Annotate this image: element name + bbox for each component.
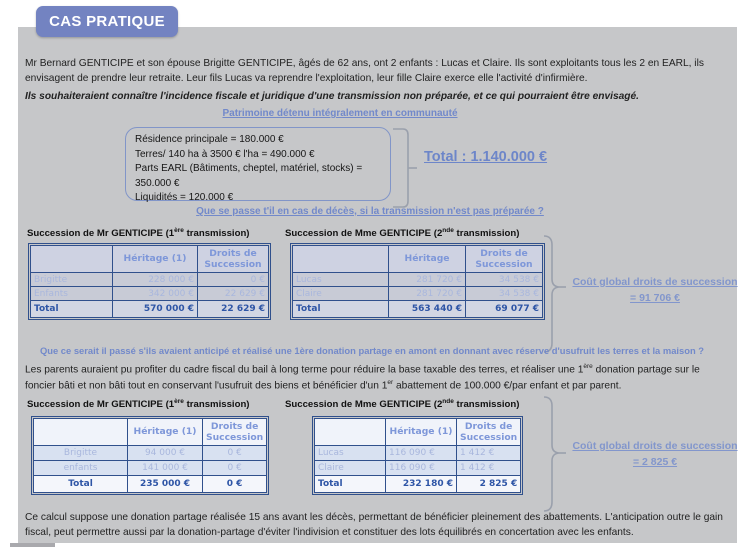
table-header-row: Héritage (1) Droits de Succession [34, 419, 267, 446]
table-header-row: Héritage (1) Droits de Succession [315, 419, 521, 446]
patrimoine-item-liquidites: Liquidités = 120.000 € [135, 192, 234, 203]
table-row: Brigitte 94 000 € 0 € [34, 446, 267, 461]
patrimoine-item-parts-earl: Parts EARL (Bâtiments, cheptel, matériel, stocks) = 350.000 € [135, 163, 363, 189]
table-total-row: Total 232 180 € 2 825 € [315, 476, 521, 493]
succession-table-mr-unprepared [30, 245, 269, 318]
table1-caption: Succession de Mr GENTICIPE (1ère transmission) [27, 227, 250, 240]
table-row: enfants 141 000 € 0 € [34, 461, 267, 476]
table-header-row: Héritage Droits de Succession [293, 246, 543, 273]
scenario2-heading: Que ce serait il passé s'ils avaient anticipé et réalisé une 1ère donation partage en amont en donnant avec réserve d'usufruit les terres et la maison ? [39, 345, 705, 356]
succession-table-mme-unprepared [292, 245, 543, 318]
table-row: Claire 281 720 € 34 538 € [293, 287, 543, 301]
scenario2-paragraph: Les parents auraient pu profiter du cadre fiscal du bail à long terme pour réduire la base taxable des terres, et réaliser une 1ère donation partage sur le foncier bâti et non bâti tout en conservant l'usufruit des biens et bénéficier d'un 1er abattement de 100.000 €/par enfant et par parent. [25, 363, 700, 392]
table3-caption: Succession de Mr GENTICIPE (1ère transmission) [27, 398, 250, 411]
table-row: Lucas 116 090 € 1 412 € [315, 446, 521, 461]
patrimoine-item-residence: Résidence principale = 180.000 € [135, 134, 284, 145]
table2-caption: Succession de Mme GENTICIPE (2nde transmission) [285, 227, 520, 240]
patrimoine-item-terres: Terres/ 140 ha à 3500 € l'ha = 490.000 € [135, 148, 315, 160]
table-total-row: Total 563 440 € 69 077 € [293, 301, 543, 318]
intro-paragraph: Mr Bernard GENTICIPE et son épouse Brigitte GENTICIPE, âgés de 62 ans, ont 2 enfants : Lucas et Claire. Ils sont exploitants tous les 2 en EARL, ils envisagent de prendre leur retraite. Leur fils Lucas va reprendre l'exploitation, leur fille Claire exerce elle l'activité d'infirmière. [25, 58, 704, 85]
bracket-icon [390, 126, 418, 210]
footer-note: Ce calcul suppose une donation partage réalisée 15 ans avant les décès, permettant de bénéficier pleinement des abattements. L'anticipation outre le gain fiscal, peut permettre aussi par la donation-partage d'éviter l'indivision et constituer des lots équilibrés en concertation avec les enfants. [25, 512, 723, 539]
brace-icon [541, 234, 567, 354]
table4-caption: Succession de Mme GENTICIPE (2nde transmission) [285, 398, 520, 411]
table-header-row: Héritage (1) Droits de Succession [31, 246, 269, 273]
patrimoine-total: Total : 1.140.000 € [424, 149, 548, 165]
table-row: Claire 116 090 € 1 412 € [315, 461, 521, 476]
cost-global-anticipated: Coût global droits de succession = 2 825 € [572, 440, 738, 469]
cost-global-unprepared: Coût global droits de succession = 91 706 € [572, 276, 738, 305]
succession-table-mr-anticipated [33, 418, 267, 493]
title-badge [36, 6, 178, 37]
footer-strip [10, 543, 55, 547]
client-question-line: Ils souhaiteraient connaître l'incidence fiscale et juridique d'une transmission non préparée, et ce qui pourraient être envisagé. [25, 91, 640, 102]
scenario1-heading: Que se passe t'il en cas de décès, si la transmission n'est pas préparée ? [196, 206, 544, 217]
page-title: CAS PRATIQUE [49, 13, 165, 30]
table-total-row: Total 570 000 € 22 629 € [31, 301, 269, 318]
table-total-row: Total 235 000 € 0 € [34, 476, 267, 493]
table-row: Lucas 281 720 € 34 538 € [293, 273, 543, 287]
patrimoine-heading: Patrimoine détenu intégralement en communauté [222, 108, 458, 119]
succession-table-mme-anticipated [314, 418, 521, 493]
brace-icon [541, 395, 567, 513]
patrimoine-box [125, 127, 391, 201]
table-row: Enfants 342 000 € 22 629 € [31, 287, 269, 301]
table-row: Brigitte 228 000 € 0 € [31, 273, 269, 287]
